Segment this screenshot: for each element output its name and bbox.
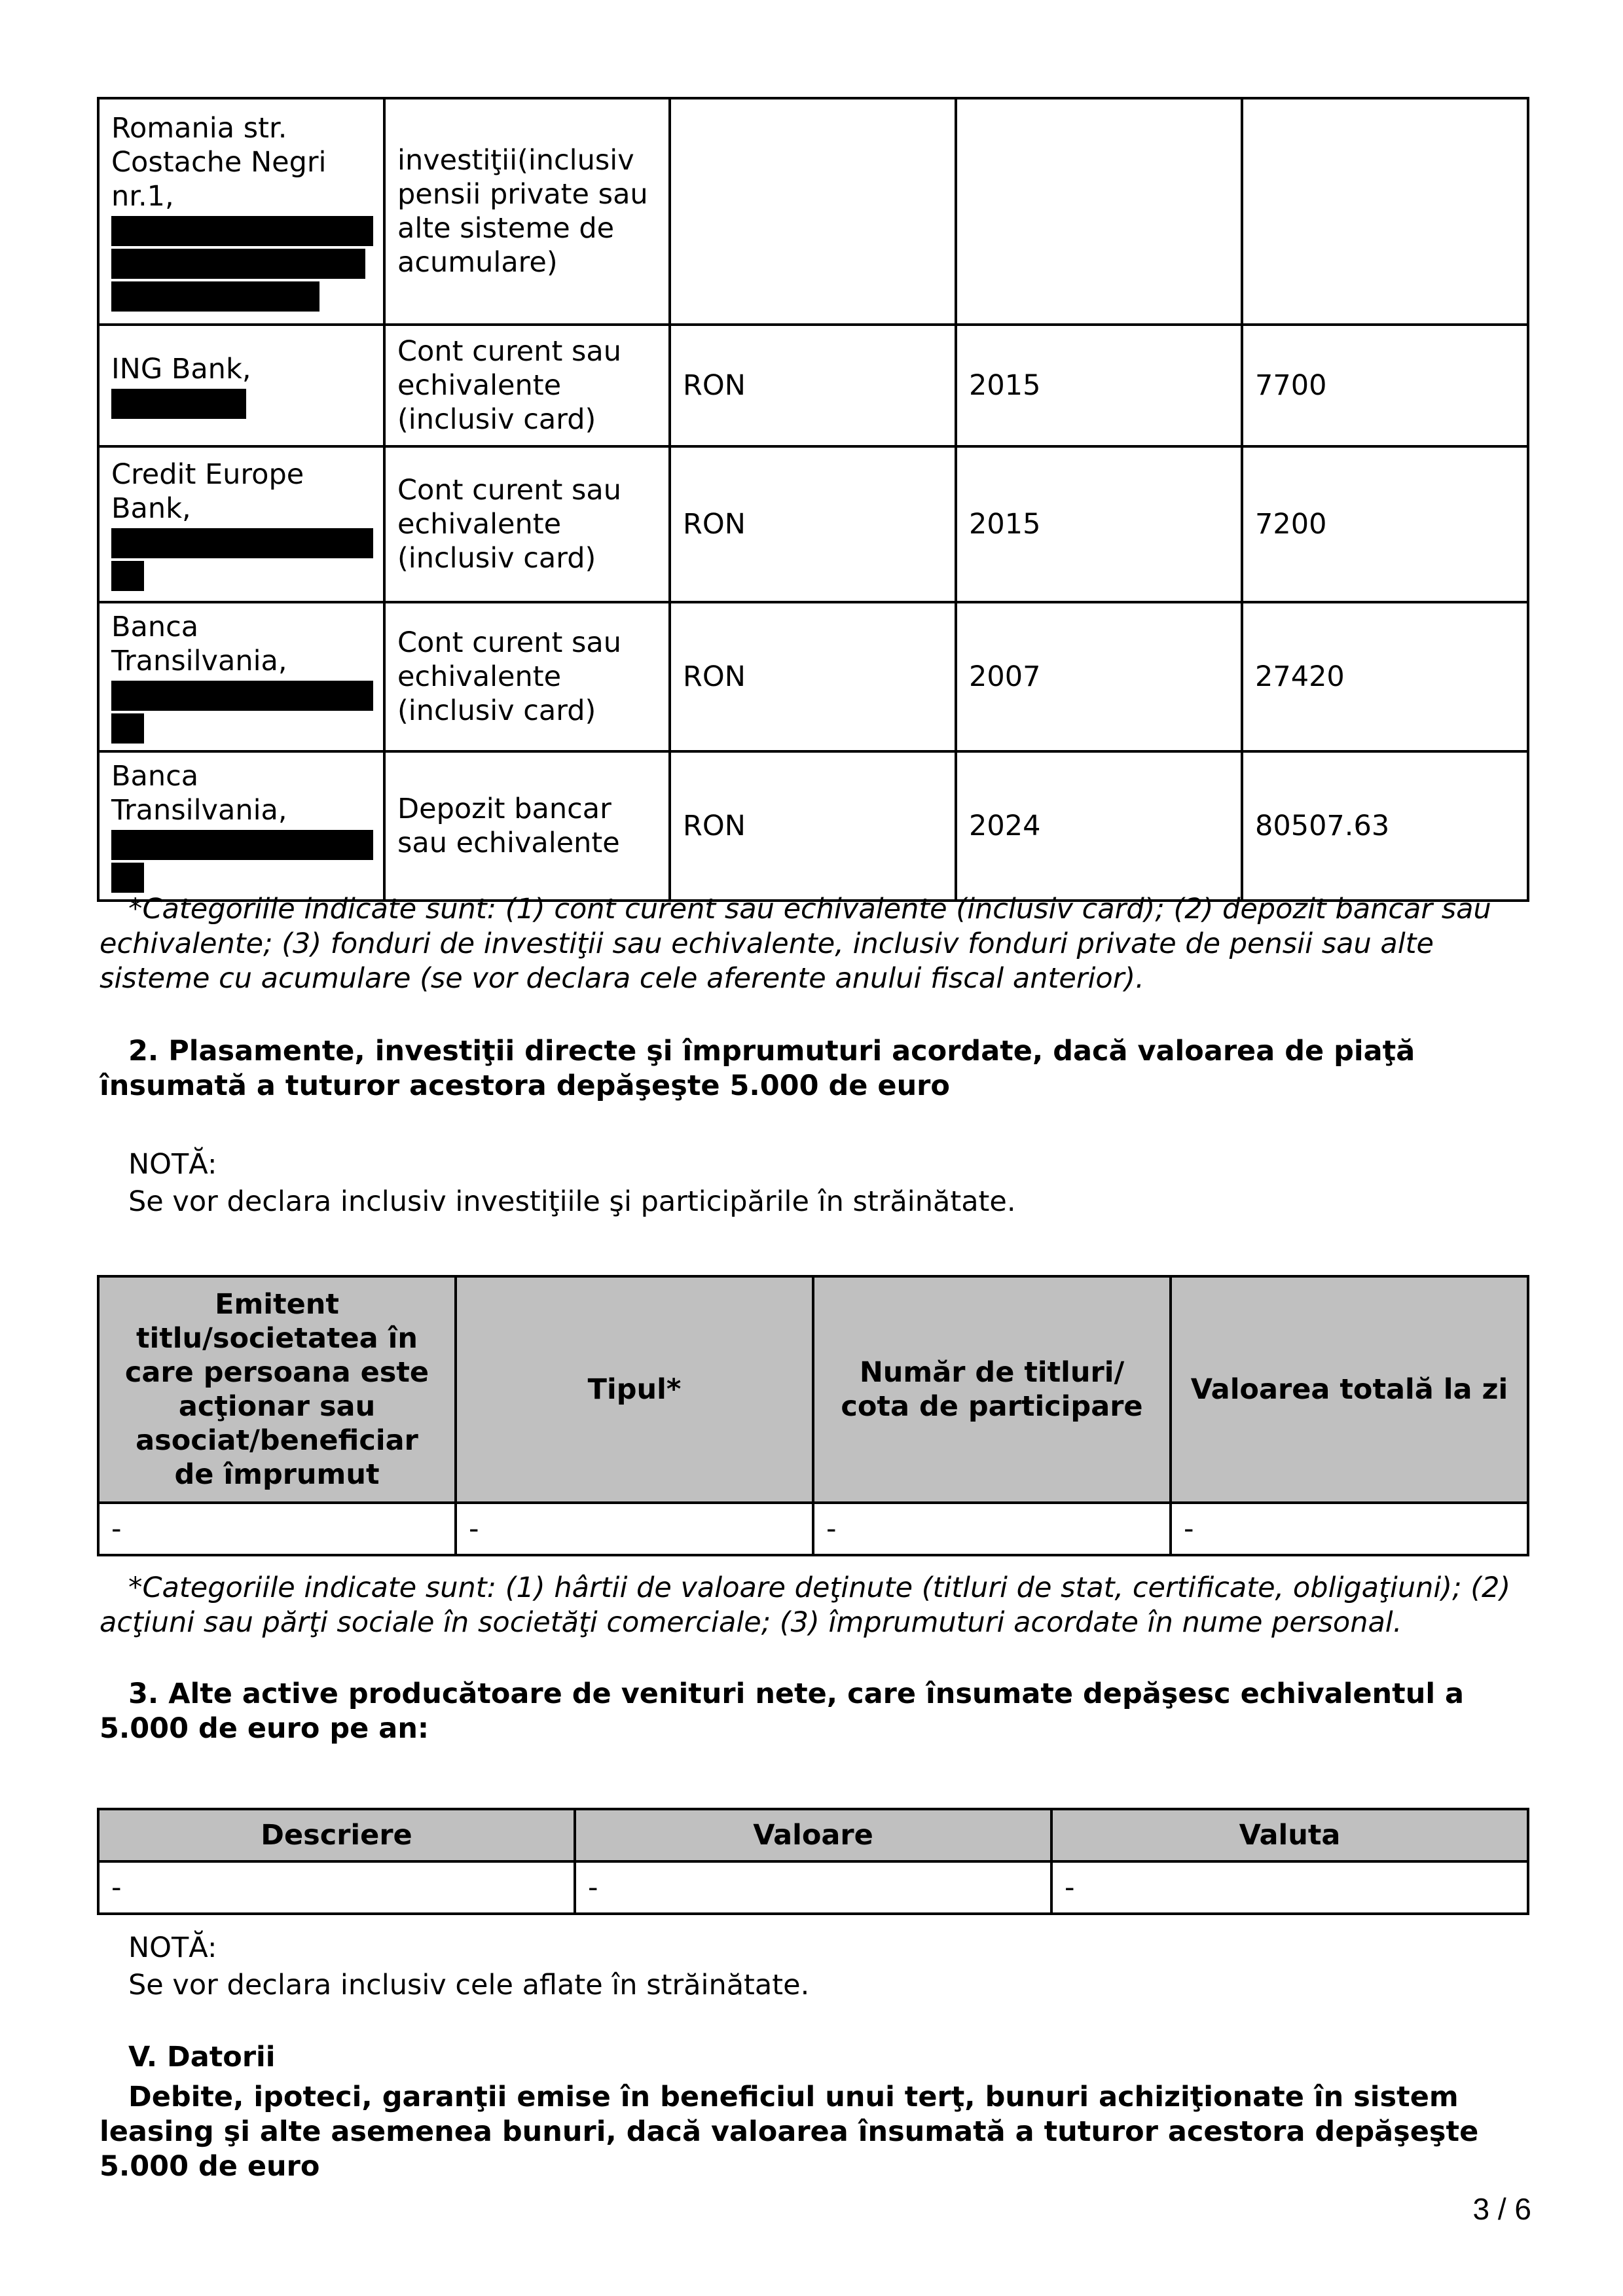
section5-heading: V. Datorii	[128, 2041, 276, 2073]
year-cell: 2007	[956, 602, 1242, 751]
section2-nota-label: NOTĂ:	[128, 1148, 217, 1181]
other-assets-table	[97, 1808, 1529, 1915]
redaction-block	[111, 216, 373, 246]
table-cell: -	[813, 1503, 1171, 1555]
currency-cell: RON	[670, 325, 956, 446]
table-cell: -	[98, 1503, 456, 1555]
institution-name: Banca Transilvania,	[111, 760, 287, 827]
institution-cell	[98, 751, 384, 901]
year-cell: 2015	[956, 446, 1242, 602]
section2-footnote: *Categoriile indicate sunt: (1) hârtii de valoare deţinute (titluri de stat, certificate, obligaţiuni); (2) acţiuni sau părţi sociale în societăţi comerciale; (3) împrumuturi acordate în nume personal.	[100, 1571, 1511, 1639]
institution-name: Banca Transilvania,	[111, 611, 287, 677]
institution-cell	[98, 446, 384, 602]
amount-cell: 80507.63	[1242, 751, 1528, 901]
year-cell: 2024	[956, 751, 1242, 901]
account-type-cell: Cont curent sau echivalente (inclusiv card)	[384, 446, 670, 602]
currency-cell: RON	[670, 751, 956, 901]
table-header-row	[98, 1276, 1528, 1503]
page-number: 3 / 6	[1472, 2192, 1531, 2226]
section3-heading: 3. Alte active producătoare de venituri nete, care însumate depăşesc echivalentul a 5.000 de euro pe an:	[100, 1677, 1465, 1745]
section3-nota-label: NOTĂ:	[128, 1931, 217, 1964]
column-header: Descriere	[98, 1809, 575, 1861]
table-row	[98, 98, 1528, 325]
institution-cell	[98, 98, 384, 325]
column-header: Tipul*	[456, 1276, 813, 1503]
redaction-block	[111, 681, 373, 711]
column-header: Valoare	[575, 1809, 1051, 1861]
redaction-block	[111, 389, 246, 419]
year-cell: 2015	[956, 325, 1242, 446]
institution-cell	[98, 602, 384, 751]
institution-name: Credit Europe Bank,	[111, 458, 304, 525]
section2-heading: 2. Plasamente, investiţii directe şi împrumuturi acordate, dacă valoarea de piaţă însumată a tuturor acestora depăşeşte 5.000 de euro	[100, 1035, 1415, 1102]
column-header: Emitent titlu/societatea în care persoana este acţionar sau asociat/beneficiar de împrumut	[98, 1276, 456, 1503]
categories-footnote: *Categoriile indicate sunt: (1) cont curent sau echivalente (inclusiv card); (2) depozit bancar sau echivalente; (3) fonduri de investiţii sau echivalente, inclusiv fonduri private de pensii sau alte sisteme cu acumulare (se vor declara cele aferente anului fiscal anterior).	[100, 893, 1491, 995]
year-cell	[956, 98, 1242, 325]
amount-cell: 7200	[1242, 446, 1528, 602]
table-row	[98, 1861, 1528, 1914]
section3-nota-text: Se vor declara inclusiv cele aflate în străinătate.	[128, 1969, 810, 2001]
currency-cell: RON	[670, 602, 956, 751]
redaction-block	[111, 561, 144, 591]
table-cell: -	[575, 1861, 1051, 1914]
account-type-cell: Depozit bancar sau echivalente	[384, 751, 670, 901]
column-header: Număr de titluri/ cota de participare	[813, 1276, 1171, 1503]
currency-cell: RON	[670, 446, 956, 602]
table-cell: -	[98, 1861, 575, 1914]
redaction-block	[111, 830, 373, 860]
section2-nota-text: Se vor declara inclusiv investiţiile şi participările în străinătate.	[128, 1185, 1016, 1218]
redaction-block	[111, 528, 373, 558]
column-header: Valoarea totală la zi	[1171, 1276, 1528, 1503]
table-cell: -	[1171, 1503, 1528, 1555]
amount-cell	[1242, 98, 1528, 325]
table-row	[98, 325, 1528, 446]
account-type-cell: Cont curent sau echivalente (inclusiv card)	[384, 325, 670, 446]
investments-table	[97, 1275, 1529, 1556]
amount-cell: 7700	[1242, 325, 1528, 446]
table-row	[98, 446, 1528, 602]
redaction-block	[111, 281, 319, 312]
section5-text: Debite, ipoteci, garanţii emise în beneficiul unui terţ, bunuri achiziţionate în sistem leasing şi alte asemenea bunuri, dacă valoarea însumată a tuturor acestora depăşeşte 5.000 de euro	[100, 2081, 1479, 2183]
institution-name: Romania str. Costache Negri nr.1,	[111, 112, 327, 213]
table-row	[98, 751, 1528, 901]
table-cell: -	[1051, 1861, 1528, 1914]
table-header-row	[98, 1809, 1528, 1861]
table-cell: -	[456, 1503, 813, 1555]
currency-cell	[670, 98, 956, 325]
table-row	[98, 602, 1528, 751]
account-type-cell: Cont curent sau echivalente (inclusiv card)	[384, 602, 670, 751]
redaction-block	[111, 863, 144, 893]
institution-name: ING Bank,	[111, 353, 251, 386]
account-type-cell: investiţii(inclusiv pensii private sau alte sisteme de acumulare)	[384, 98, 670, 325]
column-header: Valuta	[1051, 1809, 1528, 1861]
redaction-block	[111, 249, 365, 279]
redaction-block	[111, 713, 144, 744]
amount-cell: 27420	[1242, 602, 1528, 751]
table-row	[98, 1503, 1528, 1555]
institution-cell	[98, 325, 384, 446]
accounts-table	[97, 97, 1529, 902]
